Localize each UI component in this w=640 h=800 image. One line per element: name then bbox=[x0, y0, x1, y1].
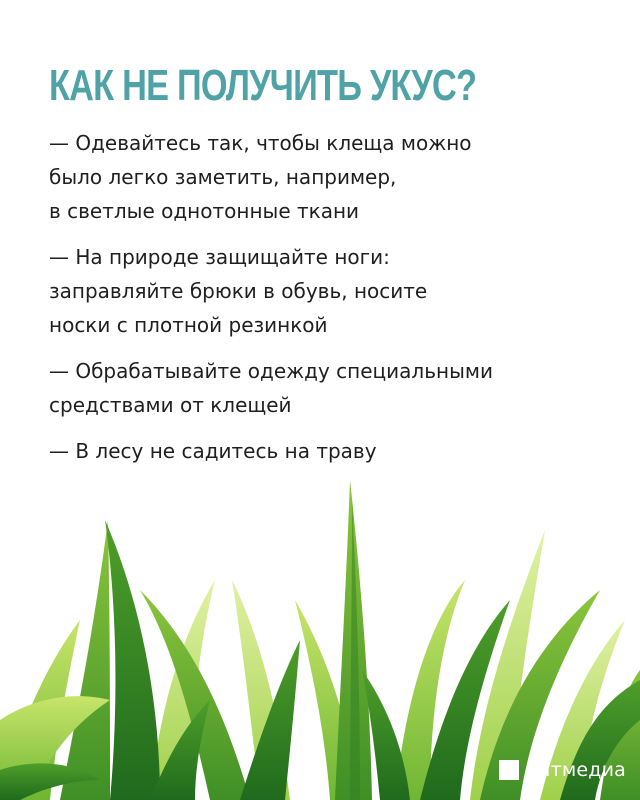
brand-mark-icon bbox=[499, 760, 519, 780]
tip-item: — Обрабатывайте одежду специальными средствами от клещей bbox=[49, 359, 493, 417]
tip-item: — На природе защищайте ноги: заправляйте брюки в обувь, носите носки с плотной резинкой bbox=[49, 245, 428, 337]
grass-illustration bbox=[0, 470, 640, 800]
tip-item: — В лесу не садитесь на траву bbox=[49, 439, 377, 463]
tip-item: — Одевайтесь так, чтобы клеща можно было легко заметить, например, в светлые однотонные ткани bbox=[49, 131, 472, 223]
tips-list bbox=[49, 126, 609, 480]
page-title: КАК НЕ ПОЛУЧИТЬ УКУС? bbox=[49, 61, 477, 110]
brand-logo bbox=[499, 760, 626, 780]
brand-name: татмедиа bbox=[527, 759, 626, 781]
